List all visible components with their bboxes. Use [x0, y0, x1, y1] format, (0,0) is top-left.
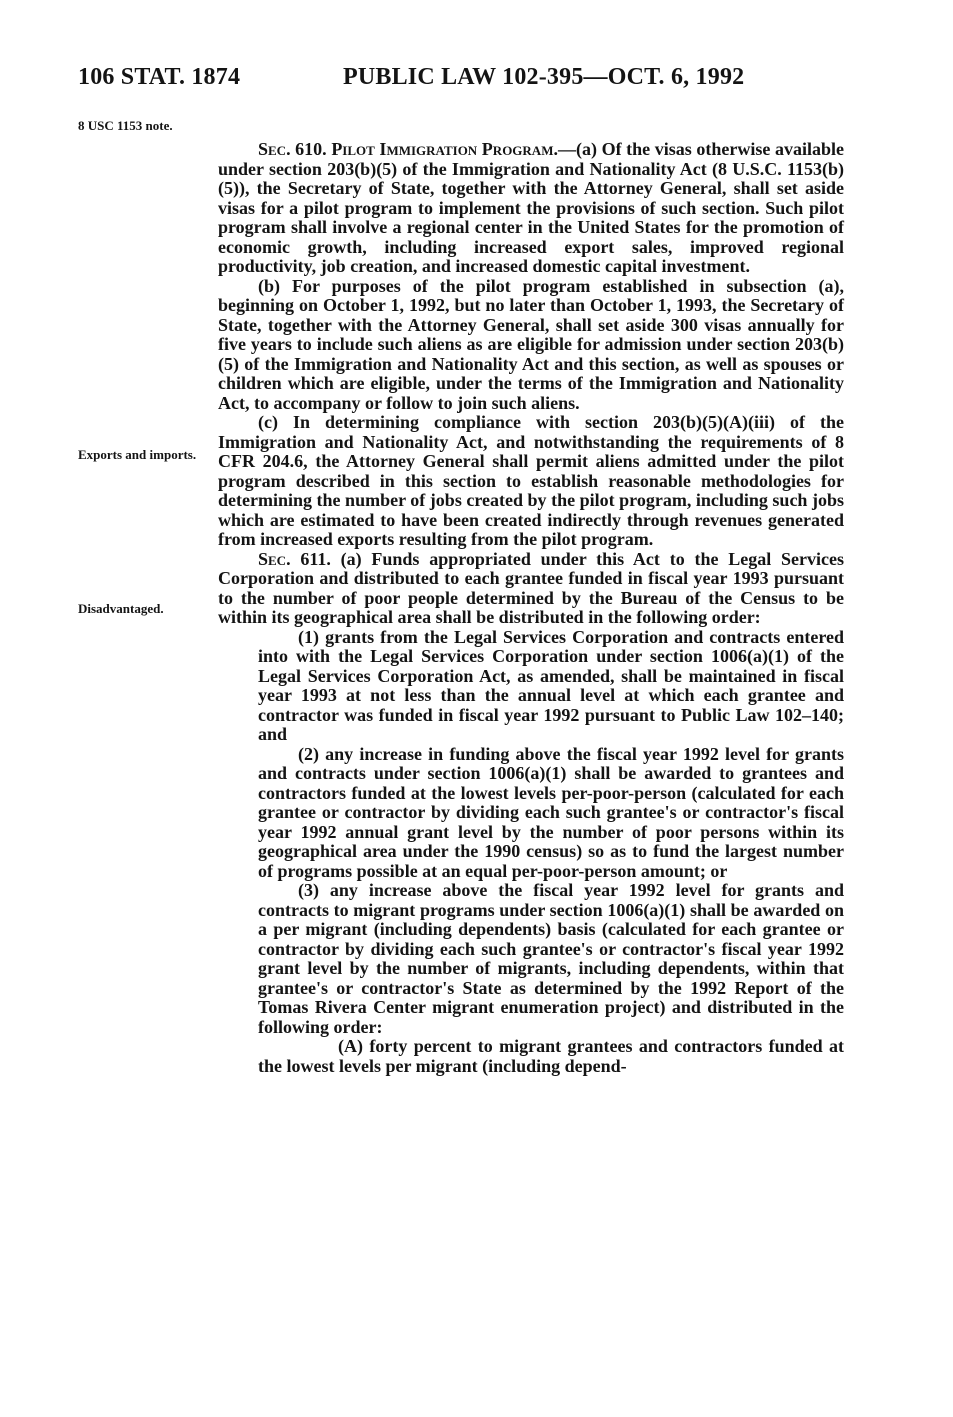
sec-611-subitem-a: (A) forty percent to migrant grantees and contractors funded at the lowest levels per migrant (including depend- — [258, 1036, 844, 1076]
sec-611-item-2: (2) any increase in funding above the fiscal year 1992 level for grants and contracts under section 1006(a)(1) shall be awarded to grantees and contractors funded at the lowest levels per-poor-person (calculated for each grantee or contractor by dividing each such grantee's or contractor's fiscal year 1992 annual grant level by the number of poor persons within its geographical area under the 1990 census) so as to fund the largest number of programs possible at an equal per-poor-person amount; or — [258, 743, 844, 881]
margin-note-disadvantaged: Disadvantaged. — [78, 601, 164, 616]
body-text — [218, 140, 844, 1076]
sec-611-subsection-a — [218, 550, 844, 628]
sec-611-a-text: (a) Funds appropriated under this Act to the Legal Services Corporation and distributed to each grantee funded in fiscal year 1993 pursuant to the number of poor people determined by the Bureau of the Census to be within its geographical area shall be distributed in the following order: — [218, 548, 844, 627]
sec-610-subsection-b: (b) For purposes of the pilot program established in subsection (a), beginning on October 1, 1992, but no later than October 1, 1993, the Secretary of State, together with the Attorney General, shall set aside 300 visas annually for five years to include such aliens as are eligible for admission under section 203(b)(5) of the Immigration and Nationality Act and this section, as well as spouses or children which are eligible, under the terms of the Immigration and Nationality Act, to accompany or follow to join such aliens. — [218, 275, 844, 413]
sec-611-label: Sec. 611. — [258, 548, 331, 569]
stat-page-number: 106 STAT. 1874 — [78, 64, 241, 90]
public-law-title: PUBLIC LAW 102-395—OCT. 6, 1992 — [343, 64, 745, 90]
sec-611-item-1: (1) grants from the Legal Services Corporation and contracts entered into with the Legal Services Corporation under section 1006(a)(1) of the Legal Services Corporation Act, as amended, shall be maintained in fiscal year 1993 at not less than the annual level at which each grantee and contractor was funded in fiscal year 1992 pursuant to Public Law 102–140; and — [258, 626, 844, 744]
sec-610-subsection-c: (c) In determining compliance with section 203(b)(5)(A)(iii) of the Immigration and Nationality Act, and notwithstanding the requirements of 8 CFR 204.6, the Attorney General shall permit aliens admitted under the pilot program described in this section to establish reasonable methodologies for determining the number of jobs created by the pilot program, including such jobs which are estimated to have been created indirectly through revenues generated from increased exports resulting from the pilot program. — [218, 412, 844, 549]
sec-610-heading: Pilot Immigration Program. — [331, 139, 558, 159]
margin-note-usc: 8 USC 1153 note. — [78, 118, 173, 133]
sec-610-subsection-a — [218, 140, 844, 277]
sec-611-item-3: (3) any increase above the fiscal year 1992 level for grants and contracts to migrant programs under section 1006(a)(1) shall be awarded on a per migrant (including dependents) basis (calculated for each grantee or contractor by dividing each such grantee's or contractor's fiscal year 1992 grant level by the number of migrants, including dependents, within that grantee's or contractor's State as determined by the 1992 Report of the Tomas Rivera Center migrant enumeration project) and distributed in the following order: — [258, 880, 844, 1037]
margin-note-exports: Exports and imports. — [78, 447, 197, 462]
sec-610-a-text: —(a) Of the visas otherwise available under section 203(b)(5) of the Immigration and Nationality Act (8 U.S.C. 1153(b)(5)), the Secretary of State, together with the Attorney General, shall set aside visas for a pilot program to implement the provisions of such section. Such pilot program shall involve a regional center in the United States for the promotion of economic growth, including increased export sales, improved regional productivity, job creation, and increased domestic capital investment. — [218, 139, 845, 276]
sec-610-label: Sec. 610. — [258, 139, 327, 159]
